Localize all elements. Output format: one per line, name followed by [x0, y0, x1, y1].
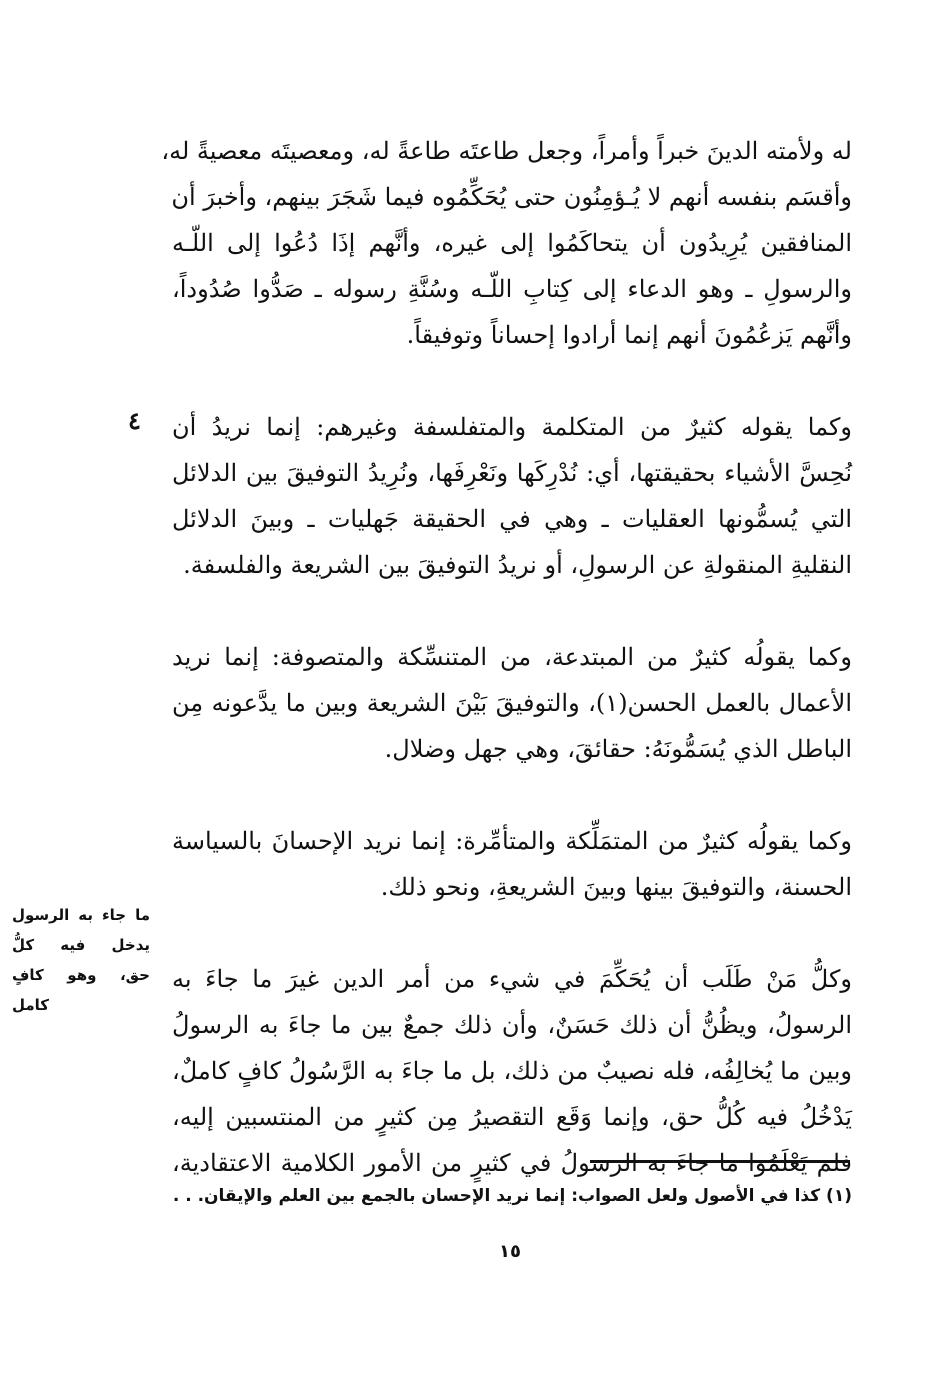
paragraph-number: ٤	[128, 406, 141, 435]
text-line: نُحِسَّ الأشياء بحقيقتها، أي: نُدْرِكَها ونَعْرِفَها، ونُرِيدُ التوفيقَ بين الدلائل	[172, 459, 852, 487]
main-text	[161, 128, 852, 1232]
margin-note-line: كامل	[12, 996, 50, 1014]
text-line: النقليةِ المنقولةِ عن الرسولِ، أو نريدُ التوفيقَ بين الشريعة والفلسفة.	[183, 551, 852, 579]
paragraph	[172, 956, 852, 1186]
text-line: وبين ما يُخالِفُه، فله نصيبٌ من ذلك، بل ما جاءَ به الرَّسُولُ كافٍ كاملٌ،	[172, 1057, 852, 1085]
text-line: فلم يَعْلَمُوا ما جاءَ به الرسولُ في كثيرٍ من الأمور الكلامية الاعتقادية،	[172, 1149, 852, 1177]
margin-note	[12, 900, 150, 1020]
margin-note-line: حق، وهو كافٍ	[12, 966, 150, 984]
paragraph	[172, 404, 852, 588]
text-line: وكما يقولُه كثيرٌ من المتمَلِّكة والمتأمِّرة: إنما نريد الإحسانَ بالسياسة	[172, 827, 852, 855]
footnote-divider	[590, 1160, 850, 1163]
text-line: المنافقين يُرِيدُون أن يتحاكَمُوا إلى غيره، وأنَّهم إذَا دُعُوا إلى اللّـه	[172, 229, 852, 257]
paragraph	[172, 634, 852, 772]
text-line: وأنَّهم يَزعُمُونَ أنهم إنما أرادوا إحساناً وتوفيقاً.	[406, 321, 852, 349]
text-line: الباطل الذي يُسَمُّونَهُ: حقائقَ، وهي جهل وضلال.	[384, 735, 852, 763]
text-line: وكما يقولُه كثيرٌ من المبتدعة، من المتنسِّكة والمتصوفة: إنما نريد	[172, 643, 852, 671]
text-line: وكما يقوله كثيرٌ من المتكلمة والمتفلسفة وغيرهم: إنما نريدُ أن	[172, 413, 852, 441]
paragraph	[172, 818, 852, 910]
paragraph	[161, 128, 852, 358]
margin-note-line: ما جاء به الرسول	[12, 906, 150, 924]
page-number: ١٥	[499, 1241, 521, 1262]
text-line: الرسولُ، ويظُنُّ أن ذلك حَسَنٌ، وأن ذلك جمعٌ بين ما جاءَ به الرسولُ	[172, 1011, 852, 1039]
text-line: له ولأمته الدينَ خبراً وأمراً، وجعل طاعتَه طاعةً له، ومعصيتَه معصيةً له،	[161, 137, 852, 165]
text-line: وكلُّ مَنْ طَلَب أن يُحَكِّمَ في شيء من أمر الدين غيرَ ما جاءَ به	[172, 965, 852, 993]
text-line: والرسولِ ـ وهو الدعاء إلى كِتابِ اللّـه وسُنَّةِ رسوله ـ صَدُّوا صُدُوداً،	[172, 275, 852, 303]
text-line: وأقسَم بنفسه أنهم لا يُـؤمِنُون حتى يُحَكِّمُوه فيما شَجَرَ بينهم، وأخبرَ أن	[171, 183, 852, 211]
text-line: يَدْخُلُ فيه كُلُّ حق، وإنما وَقَع التقصيرُ مِن كثيرٍ من المنتسبين إليه،	[172, 1103, 852, 1131]
text-line: الحسنة، والتوفيقَ بينها وبينَ الشريعةِ، ونحو ذلك.	[380, 873, 852, 901]
text-line: التي يُسمُّونها العقليات ـ وهي في الحقيقة جَهليات ـ وبينَ الدلائل	[172, 505, 852, 533]
text-line: الأعمال بالعمل الحسن(١)، والتوفيقَ بَيْنَ الشريعة وبين ما يدَّعونه مِن	[172, 689, 852, 717]
margin-note-line: يدخل فيه كلُّ	[12, 936, 150, 954]
footnote: (١) كذا في الأصول ولعل الصواب: إنما نريد الإحسان بالجمع بين العلم والإيقان. . .	[172, 1186, 852, 1206]
